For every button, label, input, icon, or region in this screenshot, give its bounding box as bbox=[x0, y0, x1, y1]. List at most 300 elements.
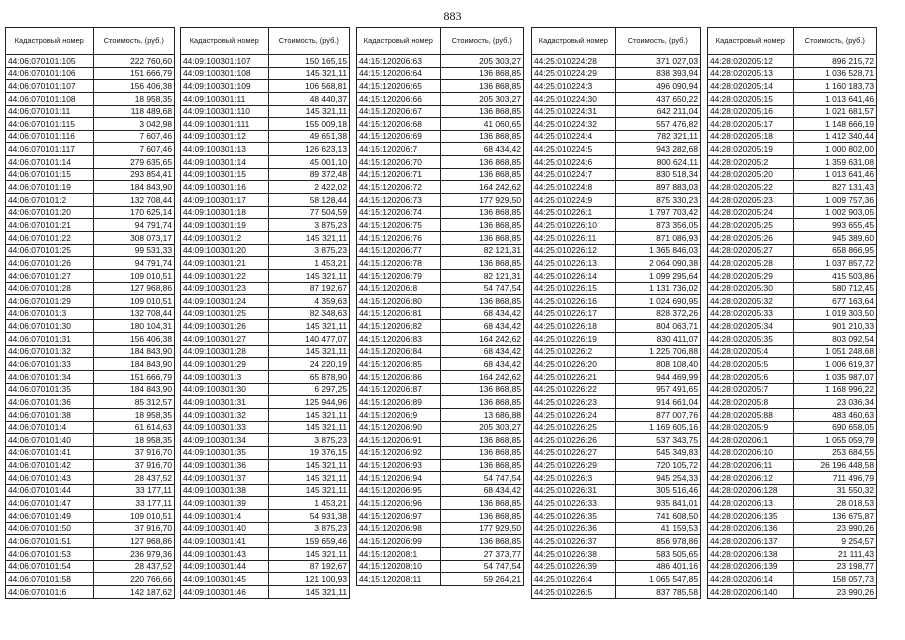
cost-cell: 21 111,43 bbox=[793, 547, 876, 560]
table-row bbox=[532, 535, 701, 548]
header-cost: Стоимость, (руб.) bbox=[440, 28, 523, 55]
cost-cell: 145 321,11 bbox=[268, 408, 349, 421]
cadastral-number-cell: 44:09:100301:2 bbox=[181, 231, 269, 244]
table-row bbox=[532, 168, 701, 181]
cadastral-number-cell: 44:15:120206:77 bbox=[357, 244, 441, 257]
cadastral-number-cell: 44:15:120206:87 bbox=[357, 383, 441, 396]
cost-cell: 545 349,83 bbox=[615, 446, 700, 459]
cost-cell: 68 434,42 bbox=[440, 345, 523, 358]
cost-table-3 bbox=[356, 27, 524, 586]
cadastral-number-cell: 44:15:120206:90 bbox=[357, 421, 441, 434]
table-row bbox=[181, 219, 350, 232]
cadastral-number-cell: 44:25:010226:27 bbox=[532, 446, 616, 459]
table-row bbox=[181, 206, 350, 219]
table-row bbox=[6, 371, 175, 384]
cadastral-number-cell: 44:06:070101:38 bbox=[6, 408, 94, 421]
cost-cell: 828 372,26 bbox=[615, 307, 700, 320]
table-row bbox=[181, 231, 350, 244]
cost-cell: 136 868,85 bbox=[440, 206, 523, 219]
cadastral-number-cell: 44:28:020205:34 bbox=[708, 320, 794, 333]
cost-cell: 150 165,15 bbox=[268, 55, 349, 68]
table-row bbox=[357, 257, 524, 270]
table-row bbox=[708, 282, 877, 295]
cost-cell: 1 055 059,79 bbox=[793, 434, 876, 447]
cost-cell: 170 625,14 bbox=[93, 206, 174, 219]
cadastral-number-cell: 44:09:100301:15 bbox=[181, 168, 269, 181]
header-cost: Стоимость, (руб.) bbox=[93, 28, 174, 55]
cadastral-number-cell: 44:06:070101:108 bbox=[6, 92, 94, 105]
cost-cell: 136 868,85 bbox=[440, 219, 523, 232]
table-row bbox=[6, 408, 175, 421]
cost-cell: 1 169 605,16 bbox=[615, 421, 700, 434]
cost-table-2 bbox=[180, 27, 350, 599]
cost-cell: 48 440,37 bbox=[268, 92, 349, 105]
cost-cell: 18 958,35 bbox=[93, 92, 174, 105]
cost-cell: 77 504,59 bbox=[268, 206, 349, 219]
cadastral-number-cell: 44:15:120206:80 bbox=[357, 295, 441, 308]
cadastral-number-cell: 44:06:070101:53 bbox=[6, 547, 94, 560]
table-row bbox=[181, 181, 350, 194]
table-row bbox=[6, 231, 175, 244]
cadastral-number-cell: 44:28:020205:25 bbox=[708, 219, 794, 232]
cost-cell: 125 944,96 bbox=[268, 396, 349, 409]
cost-cell: 371 027,03 bbox=[615, 55, 700, 68]
table-row bbox=[357, 231, 524, 244]
cost-cell: 126 623,13 bbox=[268, 143, 349, 156]
cost-cell: 2 422,02 bbox=[268, 181, 349, 194]
cost-cell: 279 635,65 bbox=[93, 156, 174, 169]
table-row bbox=[532, 358, 701, 371]
cadastral-number-cell: 44:15:120206:93 bbox=[357, 459, 441, 472]
table-row bbox=[357, 333, 524, 346]
cadastral-number-cell: 44:25:010226:26 bbox=[532, 434, 616, 447]
cost-cell: 28 018,53 bbox=[793, 497, 876, 510]
cadastral-number-cell: 44:09:100301:34 bbox=[181, 434, 269, 447]
table-row bbox=[181, 118, 350, 131]
cadastral-number-cell: 44:28:020205:17 bbox=[708, 118, 794, 131]
table-row bbox=[532, 257, 701, 270]
table-row bbox=[6, 345, 175, 358]
cadastral-number-cell: 44:28:020205:9 bbox=[708, 421, 794, 434]
header-cost: Стоимость, (руб.) bbox=[268, 28, 349, 55]
table-row bbox=[357, 55, 524, 68]
cost-cell: 3 875,23 bbox=[268, 219, 349, 232]
cost-cell: 109 010,51 bbox=[93, 295, 174, 308]
table-row bbox=[357, 573, 524, 586]
table-row bbox=[6, 244, 175, 257]
table-row bbox=[532, 231, 701, 244]
cost-cell: 205 303,27 bbox=[440, 92, 523, 105]
cadastral-number-cell: 44:09:100301:16 bbox=[181, 181, 269, 194]
table-row bbox=[181, 408, 350, 421]
cadastral-number-cell: 44:15:120206:89 bbox=[357, 396, 441, 409]
table-row bbox=[6, 333, 175, 346]
table-row bbox=[708, 181, 877, 194]
cadastral-number-cell: 44:25:010226:35 bbox=[532, 510, 616, 523]
cadastral-number-cell: 44:25:010226:29 bbox=[532, 459, 616, 472]
cost-cell: 89 372,48 bbox=[268, 168, 349, 181]
table-row bbox=[532, 118, 701, 131]
table-row bbox=[708, 371, 877, 384]
table-row bbox=[6, 105, 175, 118]
cost-cell: 31 550,32 bbox=[793, 484, 876, 497]
cadastral-number-cell: 44:25:010226:19 bbox=[532, 333, 616, 346]
cost-cell: 1 006 619,37 bbox=[793, 358, 876, 371]
cost-cell: 677 163,64 bbox=[793, 295, 876, 308]
cost-cell: 136 868,85 bbox=[440, 497, 523, 510]
cadastral-number-cell: 44:15:120206:72 bbox=[357, 181, 441, 194]
cost-cell: 415 503,86 bbox=[793, 269, 876, 282]
cadastral-number-cell: 44:28:020205:30 bbox=[708, 282, 794, 295]
table-row bbox=[357, 497, 524, 510]
cost-cell: 1 099 295,64 bbox=[615, 269, 700, 282]
table-row bbox=[532, 573, 701, 586]
table-row bbox=[181, 547, 350, 560]
table-row bbox=[181, 257, 350, 270]
cost-cell: 486 401,16 bbox=[615, 560, 700, 573]
table-row bbox=[357, 560, 524, 573]
cost-cell: 145 321,11 bbox=[268, 421, 349, 434]
cadastral-number-cell: 44:06:070101:22 bbox=[6, 231, 94, 244]
cost-cell: 18 958,35 bbox=[93, 408, 174, 421]
cadastral-number-cell: 44:28:020205:4 bbox=[708, 345, 794, 358]
cost-cell: 180 104,31 bbox=[93, 320, 174, 333]
cost-cell: 1 019 303,50 bbox=[793, 307, 876, 320]
cost-table-1 bbox=[5, 27, 175, 599]
cost-cell: 136 868,85 bbox=[440, 535, 523, 548]
cadastral-number-cell: 44:06:070101:44 bbox=[6, 484, 94, 497]
table-row bbox=[181, 573, 350, 586]
cadastral-number-cell: 44:09:100301:30 bbox=[181, 383, 269, 396]
cost-cell: 184 843,90 bbox=[93, 181, 174, 194]
cadastral-number-cell: 44:06:070101:33 bbox=[6, 358, 94, 371]
table-row bbox=[6, 156, 175, 169]
cost-cell: 54 931,38 bbox=[268, 510, 349, 523]
cost-cell: 1 225 706,88 bbox=[615, 345, 700, 358]
table-row bbox=[357, 371, 524, 384]
table-row bbox=[181, 421, 350, 434]
cadastral-number-cell: 44:28:020206:135 bbox=[708, 510, 794, 523]
cadastral-number-cell: 44:09:100301:29 bbox=[181, 358, 269, 371]
table-row bbox=[532, 434, 701, 447]
cadastral-number-cell: 44:15:120206:84 bbox=[357, 345, 441, 358]
cost-cell: 658 866,95 bbox=[793, 244, 876, 257]
table-row bbox=[181, 105, 350, 118]
table-row bbox=[357, 67, 524, 80]
cadastral-number-cell: 44:09:100301:28 bbox=[181, 345, 269, 358]
cost-cell: 23 990,26 bbox=[793, 585, 876, 598]
table-row bbox=[6, 168, 175, 181]
cadastral-number-cell: 44:15:120208:11 bbox=[357, 573, 441, 586]
cost-cell: 875 330,23 bbox=[615, 194, 700, 207]
cadastral-number-cell: 44:25:010226:15 bbox=[532, 282, 616, 295]
cadastral-number-cell: 44:06:070101:105 bbox=[6, 55, 94, 68]
cost-cell: 901 210,33 bbox=[793, 320, 876, 333]
table-row bbox=[708, 408, 877, 421]
cost-cell: 3 875,23 bbox=[268, 522, 349, 535]
table-row bbox=[357, 434, 524, 447]
cost-cell: 1 013 641,46 bbox=[793, 92, 876, 105]
table-row bbox=[708, 244, 877, 257]
cadastral-number-cell: 44:09:100301:22 bbox=[181, 269, 269, 282]
cost-cell: 68 434,42 bbox=[440, 320, 523, 333]
cost-cell: 54 747,54 bbox=[440, 472, 523, 485]
cost-cell: 690 658,05 bbox=[793, 421, 876, 434]
cadastral-number-cell: 44:06:070101:47 bbox=[6, 497, 94, 510]
cadastral-number-cell: 44:09:100301:27 bbox=[181, 333, 269, 346]
cadastral-number-cell: 44:25:010226:37 bbox=[532, 535, 616, 548]
table-row bbox=[6, 219, 175, 232]
cadastral-number-cell: 44:28:020205:13 bbox=[708, 67, 794, 80]
table-row bbox=[6, 295, 175, 308]
cost-cell: 205 303,27 bbox=[440, 55, 523, 68]
table-row bbox=[181, 345, 350, 358]
cadastral-number-cell: 44:25:010226:23 bbox=[532, 396, 616, 409]
cadastral-number-cell: 44:06:070101:29 bbox=[6, 295, 94, 308]
table-row bbox=[708, 231, 877, 244]
table-row bbox=[708, 472, 877, 485]
cadastral-number-cell: 44:28:020205:88 bbox=[708, 408, 794, 421]
cost-cell: 253 684,55 bbox=[793, 446, 876, 459]
table-row bbox=[6, 472, 175, 485]
cost-cell: 151 666,79 bbox=[93, 67, 174, 80]
table-row bbox=[708, 497, 877, 510]
cadastral-number-cell: 44:06:070101:25 bbox=[6, 244, 94, 257]
cost-cell: 68 434,42 bbox=[440, 307, 523, 320]
table-row bbox=[708, 219, 877, 232]
table-row bbox=[6, 55, 175, 68]
cadastral-number-cell: 44:25:010226:25 bbox=[532, 421, 616, 434]
cost-cell: 87 192,67 bbox=[268, 282, 349, 295]
table-row bbox=[532, 345, 701, 358]
cadastral-number-cell: 44:09:100301:4 bbox=[181, 510, 269, 523]
table-row bbox=[181, 535, 350, 548]
cost-cell: 132 708,44 bbox=[93, 307, 174, 320]
cadastral-number-cell: 44:28:020206:1 bbox=[708, 434, 794, 447]
table-row bbox=[532, 522, 701, 535]
table-row bbox=[532, 307, 701, 320]
cadastral-number-cell: 44:06:070101:54 bbox=[6, 560, 94, 573]
cost-cell: 1 024 690,95 bbox=[615, 295, 700, 308]
cadastral-number-cell: 44:15:120206:91 bbox=[357, 434, 441, 447]
cadastral-number-cell: 44:06:070101:116 bbox=[6, 130, 94, 143]
cadastral-number-cell: 44:09:100301:43 bbox=[181, 547, 269, 560]
cadastral-number-cell: 44:25:010226:13 bbox=[532, 257, 616, 270]
cadastral-number-cell: 44:25:010226:20 bbox=[532, 358, 616, 371]
table-row bbox=[357, 143, 524, 156]
cost-cell: 720 105,72 bbox=[615, 459, 700, 472]
table-row bbox=[708, 535, 877, 548]
cadastral-number-cell: 44:09:100301:3 bbox=[181, 371, 269, 384]
cost-cell: 803 092,54 bbox=[793, 333, 876, 346]
table-row bbox=[708, 333, 877, 346]
cost-cell: 109 010,51 bbox=[93, 510, 174, 523]
cost-cell: 1 037 857,72 bbox=[793, 257, 876, 270]
cost-cell: 106 568,81 bbox=[268, 80, 349, 93]
table-row bbox=[6, 80, 175, 93]
cadastral-number-cell: 44:06:070101:28 bbox=[6, 282, 94, 295]
table-row bbox=[532, 181, 701, 194]
table-row bbox=[181, 333, 350, 346]
table-row bbox=[357, 181, 524, 194]
cadastral-number-cell: 44:15:120206:9 bbox=[357, 408, 441, 421]
cost-cell: 1 000 802,00 bbox=[793, 143, 876, 156]
header-cadastral-number: Кадастровый номер bbox=[357, 28, 441, 55]
cost-cell: 85 312,57 bbox=[93, 396, 174, 409]
cadastral-number-cell: 44:28:020205:2 bbox=[708, 156, 794, 169]
table-row bbox=[357, 130, 524, 143]
cadastral-number-cell: 44:06:070101:117 bbox=[6, 143, 94, 156]
cadastral-number-cell: 44:28:020206:128 bbox=[708, 484, 794, 497]
cost-cell: 1 002 903,05 bbox=[793, 206, 876, 219]
table-row bbox=[532, 295, 701, 308]
cadastral-number-cell: 44:28:020205:18 bbox=[708, 130, 794, 143]
table-row bbox=[708, 194, 877, 207]
cadastral-number-cell: 44:25:010226:2 bbox=[532, 345, 616, 358]
cost-cell: 26 196 448,58 bbox=[793, 459, 876, 472]
cadastral-number-cell: 44:15:120206:67 bbox=[357, 105, 441, 118]
table-row bbox=[357, 446, 524, 459]
table-row bbox=[6, 383, 175, 396]
cadastral-number-cell: 44:09:100301:35 bbox=[181, 446, 269, 459]
cost-cell: 7 607,46 bbox=[93, 143, 174, 156]
cost-cell: 3 875,23 bbox=[268, 244, 349, 257]
cadastral-number-cell: 44:09:100301:41 bbox=[181, 535, 269, 548]
cadastral-number-cell: 44:28:020205:35 bbox=[708, 333, 794, 346]
cadastral-number-cell: 44:06:070101:2 bbox=[6, 194, 94, 207]
cost-cell: 136 868,85 bbox=[440, 510, 523, 523]
header-cadastral-number: Кадастровый номер bbox=[708, 28, 794, 55]
cost-cell: 145 321,11 bbox=[268, 345, 349, 358]
cost-cell: 136 868,85 bbox=[440, 459, 523, 472]
cadastral-number-cell: 44:06:070101:43 bbox=[6, 472, 94, 485]
cadastral-number-cell: 44:25:010226:18 bbox=[532, 320, 616, 333]
table-row bbox=[6, 320, 175, 333]
cost-cell: 4 359,63 bbox=[268, 295, 349, 308]
cadastral-number-cell: 44:25:010224:8 bbox=[532, 181, 616, 194]
table-row bbox=[181, 307, 350, 320]
cost-cell: 580 712,45 bbox=[793, 282, 876, 295]
table-row bbox=[708, 434, 877, 447]
cadastral-number-cell: 44:09:100301:18 bbox=[181, 206, 269, 219]
cadastral-number-cell: 44:28:020205:24 bbox=[708, 206, 794, 219]
cadastral-number-cell: 44:28:020205:16 bbox=[708, 105, 794, 118]
cost-cell: 164 242,62 bbox=[440, 181, 523, 194]
table-row bbox=[532, 55, 701, 68]
cadastral-number-cell: 44:28:020206:136 bbox=[708, 522, 794, 535]
table-row bbox=[708, 585, 877, 598]
cost-cell: 37 916,70 bbox=[93, 522, 174, 535]
cadastral-number-cell: 44:25:010226:31 bbox=[532, 484, 616, 497]
table-row bbox=[708, 396, 877, 409]
table-row bbox=[532, 383, 701, 396]
cost-cell: 136 868,85 bbox=[440, 156, 523, 169]
cadastral-number-cell: 44:06:070101:32 bbox=[6, 345, 94, 358]
cadastral-number-cell: 44:28:020205:28 bbox=[708, 257, 794, 270]
table-row bbox=[6, 307, 175, 320]
table-row bbox=[532, 371, 701, 384]
table-row bbox=[532, 269, 701, 282]
cost-cell: 496 090,94 bbox=[615, 80, 700, 93]
cadastral-number-cell: 44:28:020205:29 bbox=[708, 269, 794, 282]
cost-cell: 49 651,38 bbox=[268, 130, 349, 143]
cost-cell: 308 073,17 bbox=[93, 231, 174, 244]
table-row bbox=[532, 194, 701, 207]
cadastral-number-cell: 44:15:120206:71 bbox=[357, 168, 441, 181]
cadastral-number-cell: 44:25:010226:12 bbox=[532, 244, 616, 257]
cost-cell: 896 215,72 bbox=[793, 55, 876, 68]
cadastral-number-cell: 44:28:020205:26 bbox=[708, 231, 794, 244]
cadastral-number-cell: 44:25:010226:3 bbox=[532, 472, 616, 485]
cadastral-number-cell: 44:09:100301:38 bbox=[181, 484, 269, 497]
cost-cell: 222 760,60 bbox=[93, 55, 174, 68]
cost-cell: 54 747,54 bbox=[440, 282, 523, 295]
table-row bbox=[708, 55, 877, 68]
cost-cell: 177 929,50 bbox=[440, 194, 523, 207]
cadastral-number-cell: 44:09:100301:36 bbox=[181, 459, 269, 472]
cadastral-number-cell: 44:06:070101:30 bbox=[6, 320, 94, 333]
table-row bbox=[532, 244, 701, 257]
cost-cell: 1 412 340,44 bbox=[793, 130, 876, 143]
cost-cell: 159 659,46 bbox=[268, 535, 349, 548]
table-row bbox=[357, 484, 524, 497]
cost-cell: 145 321,11 bbox=[268, 459, 349, 472]
cadastral-number-cell: 44:15:120206:66 bbox=[357, 92, 441, 105]
cadastral-number-cell: 44:28:020206:138 bbox=[708, 547, 794, 560]
cadastral-number-cell: 44:06:070101:11 bbox=[6, 105, 94, 118]
cost-cell: 28 437,52 bbox=[93, 560, 174, 573]
cost-table-4 bbox=[531, 27, 701, 599]
cadastral-number-cell: 44:15:120206:65 bbox=[357, 80, 441, 93]
cost-cell: 184 843,90 bbox=[93, 345, 174, 358]
cadastral-number-cell: 44:06:070101:15 bbox=[6, 168, 94, 181]
cadastral-number-cell: 44:28:020205:27 bbox=[708, 244, 794, 257]
cadastral-number-cell: 44:15:120206:94 bbox=[357, 472, 441, 485]
cost-cell: 82 121,31 bbox=[440, 269, 523, 282]
cadastral-number-cell: 44:09:100301:107 bbox=[181, 55, 269, 68]
table-row bbox=[708, 168, 877, 181]
cost-cell: 127 968,86 bbox=[93, 535, 174, 548]
cost-cell: 136 868,85 bbox=[440, 130, 523, 143]
cost-cell: 23 036,34 bbox=[793, 396, 876, 409]
cost-cell: 13 686,88 bbox=[440, 408, 523, 421]
cost-cell: 24 220,19 bbox=[268, 358, 349, 371]
cost-cell: 82 121,31 bbox=[440, 244, 523, 257]
cost-cell: 830 411,07 bbox=[615, 333, 700, 346]
table-row bbox=[357, 282, 524, 295]
cadastral-number-cell: 44:28:020205:22 bbox=[708, 181, 794, 194]
cadastral-number-cell: 44:15:120206:78 bbox=[357, 257, 441, 270]
table-row bbox=[532, 156, 701, 169]
table-row bbox=[708, 358, 877, 371]
table-row bbox=[181, 585, 350, 598]
cadastral-number-cell: 44:15:120206:96 bbox=[357, 497, 441, 510]
table-row bbox=[708, 105, 877, 118]
cost-cell: 132 708,44 bbox=[93, 194, 174, 207]
table-row bbox=[357, 320, 524, 333]
table-row bbox=[708, 560, 877, 573]
cost-cell: 877 007,76 bbox=[615, 408, 700, 421]
cost-cell: 136 868,85 bbox=[440, 434, 523, 447]
table-row bbox=[357, 535, 524, 548]
cadastral-number-cell: 44:06:070101:41 bbox=[6, 446, 94, 459]
table-row bbox=[357, 206, 524, 219]
cadastral-number-cell: 44:28:020206:140 bbox=[708, 585, 794, 598]
cadastral-number-cell: 44:06:070101:4 bbox=[6, 421, 94, 434]
table-row bbox=[357, 383, 524, 396]
table-row bbox=[708, 156, 877, 169]
cost-cell: 87 192,67 bbox=[268, 560, 349, 573]
